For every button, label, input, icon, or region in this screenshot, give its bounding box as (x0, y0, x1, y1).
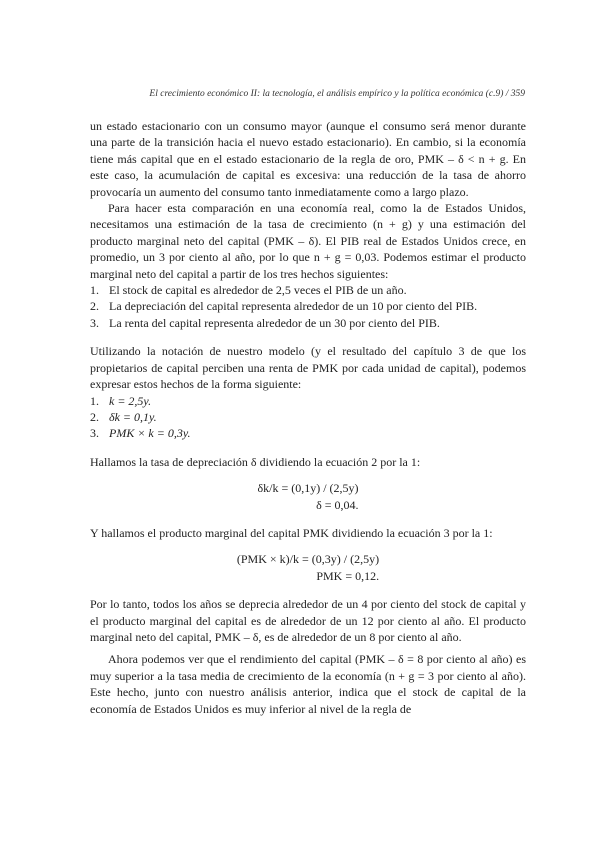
equation-pmk (90, 551, 526, 584)
list-item: 3. PMK × k = 0,3y. (90, 426, 191, 441)
facts-list (90, 282, 526, 331)
paragraph-2: Para hacer esta comparación en una economía real, como la de Estados Unidos, necesitamos una estimación de la tasa de crecimiento (n + g) y una estimación del producto marginal neto del capital (PMK – δ). El PIB real de Estados Unidos crece, en promedio, un 3 por ciento al año, por lo que n + g = 0,03. Podemos estimar el producto marginal neto del capital a partir de los tres hechos siguientes: (90, 201, 526, 281)
paragraph-3: Utilizando la notación de nuestro modelo (y el resultado del capítulo 3 de que los propietarios de capital perciben una renta de PMK por cada unidad de capital), podemos expresar estos hechos de la forma siguiente: (90, 344, 526, 392)
paragraph-5: Y hallamos el producto marginal del capital PMK dividiendo la ecuación 3 por la 1: (90, 525, 493, 540)
body-text (90, 118, 526, 717)
model-facts-list (90, 393, 526, 442)
paragraph-1: un estado estacionario con un consumo mayor (aunque el consumo será menor durante una parte de la transición hacia el nuevo estado estacionario). En cambio, si la economía tiene más capital que en el estado estacionario de la regla de oro, PMK – δ < n + g. En este caso, la acumulación de capital es excesiva: una reducción de la tasa de ahorro provocaría un aumento del consumo tanto inmediatamente como a largo plazo. (90, 119, 526, 199)
equation-delta (90, 480, 526, 513)
paragraph-4: Hallamos la tasa de depreciación δ dividiendo la ecuación 2 por la 1: (90, 454, 421, 469)
list-item: 2. La depreciación del capital representa alrededor de un 10 por ciento del PIB. (90, 299, 478, 314)
equation-line: δk/k = (0,1y) / (2,5y) (257, 481, 359, 496)
list-item: 2. δk = 0,1y. (90, 409, 157, 424)
paragraph-6: Por lo tanto, todos los años se deprecia alrededor de un 4 por ciento del stock de capital y el producto marginal del capital es de alrededor de un 12 por ciento al año. El producto marginal neto del capital, PMK – δ, es de alrededor de un 8 por ciento al año. (90, 597, 526, 644)
running-head: El crecimiento económico II: la tecnología, el análisis empírico y la política económica (c.9) / 359 (149, 89, 525, 99)
equation-line: δ = 0,04. (316, 497, 359, 512)
list-item: 1. k = 2,5y. (90, 393, 152, 408)
paragraph-7: Ahora podemos ver que el rendimiento del capital (PMK – δ = 8 por ciento al año) es muy superior a la tasa media de crecimiento de la economía (n + g = 3 por ciento al año). Este hecho, junto con nuestro análisis anterior, indica que el stock de capital de la economía de Estados Unidos es muy inferior al nivel de la regla de (90, 652, 526, 716)
equation-line: PMK = 0,12. (316, 568, 380, 583)
list-item: 1. El stock de capital es alrededor de 2,5 veces el PIB de un año. (90, 283, 407, 298)
equation-line: (PMK × k)/k = (0,3y) / (2,5y) (236, 552, 380, 567)
list-item: 3. La renta del capital representa alrededor de un 30 por ciento del PIB. (90, 315, 440, 330)
